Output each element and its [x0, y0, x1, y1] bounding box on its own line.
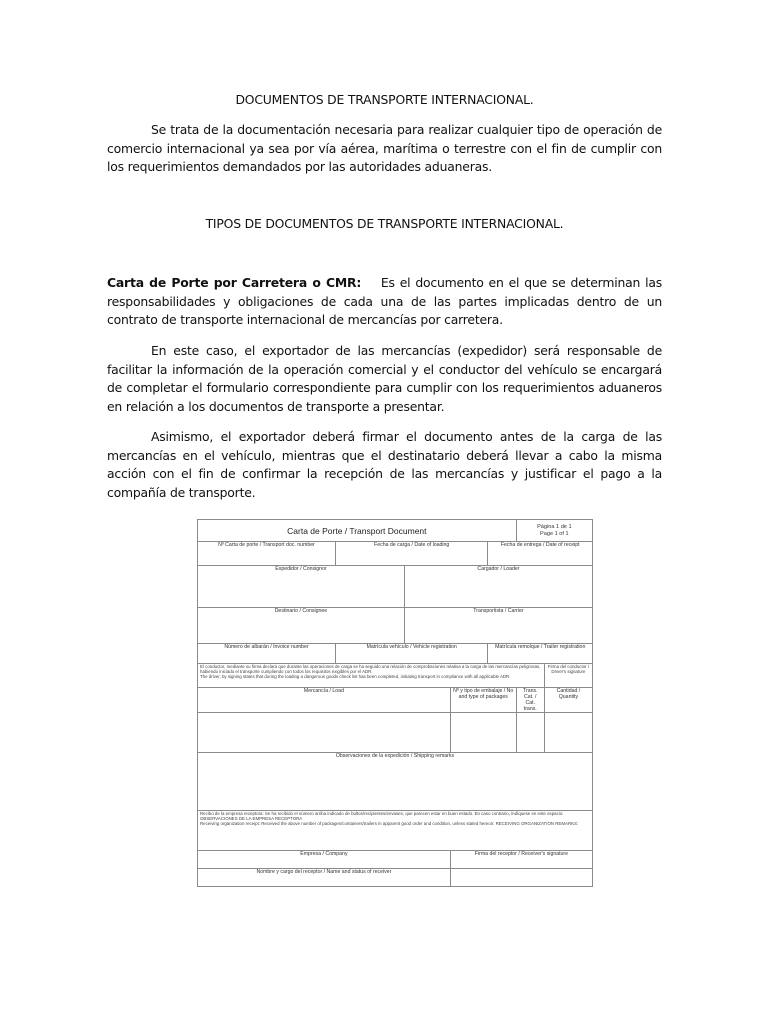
page-number-es: Página 1 de 1	[537, 523, 572, 530]
page-number-en: Page 1 of 1	[540, 530, 569, 537]
intro-paragraph: Se trata de la documentación necesaria para realizar cualquier tipo de operación de comercio internacional ya sea por vía aérea, marítima o terrestre con el fin de cumplir con los requerimientos demandados por las autoridades aduaneras.	[107, 122, 662, 175]
quantity-cell	[544, 713, 592, 753]
section-heading: TIPOS DE DOCUMENTOS DE TRANSPORTE INTERNACIONAL.	[205, 216, 564, 231]
transport-doc-number-label: Nº Carta de porte / Transport doc. number	[198, 542, 336, 566]
form-table	[197, 519, 593, 887]
driver-declaration-es: El conductor, mediante su firma declara que durante las operaciones de carga se ha seguido una relación de comprobaciones relativa a la carga de las mercancías peligrosas, habiendo iniciado el transporte cumpliendo con todos los requisitos exigibles por el ADR.	[200, 664, 541, 674]
driver-declaration	[198, 664, 545, 688]
receiver-name-label: Nombre y cargo del receptor / Name and status of receiver	[198, 869, 451, 887]
driver-signature-label: Firma del conductor / Driver's signature	[544, 664, 592, 688]
quantity-header: Cantidad / Quantity	[544, 688, 592, 713]
goods-load-header: Mercancía / Load	[198, 688, 451, 713]
receipt-statement-en: Receiving organization receipt: Received the above number of packages/containers/trailers in apparent good order and condition, unless stated hereon: RECEIVING ORGANIZATION REMARKS:	[200, 821, 579, 826]
signature-paragraph: Asimismo, el exportador deberá firmar el documento antes de la carga de las mercancías en el vehículo, mientras que el destinatario deberá llevar a cabo la misma acción con el fin de confirmar la recepción de las mercancías y justificar el pago a la compañía de transporte.	[107, 429, 662, 500]
transport-document-form	[197, 519, 593, 884]
receiver-signature-label: Firma del receptor / Receiver's signature	[450, 851, 592, 869]
carrier-label: Transportista / Carrier	[404, 608, 592, 644]
page-number	[516, 520, 592, 542]
form-title: Carta de Porte / Transport Document	[198, 520, 517, 542]
receipt-statement	[198, 811, 593, 851]
loader-label: Cargador / Loader	[404, 566, 592, 608]
transport-category-cell	[516, 713, 544, 753]
packages-header: Nº y tipo de embalaje / No and type of packages	[450, 688, 516, 713]
cmr-term: Carta de Porte por Carretera o CMR:	[107, 275, 362, 290]
cmr-definition: Es el documento en el que se determinan las responsabilidades y obligaciones de cada una de las partes implicadas dentro de un contrato de transporte internacional de mercancías por carretera.	[107, 275, 662, 328]
receiver-signature-cell	[450, 869, 592, 887]
exporter-paragraph: En este caso, el exportador de las mercancías (expedidor) será responsable de facilitar la información de la operación comercial y el conductor del vehículo se encargará de completar el formulario correspondiente para cumplir con los requerimientos aduaneros en relación a los documentos de transporte a presentar.	[107, 343, 662, 414]
goods-load-cell	[198, 713, 451, 753]
loading-date-label: Fecha de carga / Date of loading	[335, 542, 488, 566]
driver-declaration-en: The driver, by signing states that during the loading a dangerous goods check list has been completed, initiating transport in compliance with all applicable ADR.	[200, 674, 511, 679]
cmr-paragraph	[107, 274, 662, 330]
shipping-remarks-label: Observaciones de la expedición / Shipping remarks	[198, 753, 593, 811]
trailer-registration-label: Matrícula remolque / Trailer registration	[488, 644, 593, 664]
transport-category-header: Trans. Cat. / Cat. trans.	[516, 688, 544, 713]
page-heading: DOCUMENTOS DE TRANSPORTE INTERNACIONAL.	[235, 92, 534, 107]
company-label: Empresa / Company	[198, 851, 451, 869]
receipt-statement-es: Recibo de la empresa receptora: Se ha recibido el número arriba indicado de bultos/recipientes/envases, que parecen estar en buen estado. En caso contrario, indíquese en este espacio: OBSERVACIONES DE LA EMPRESA RECEPTORA	[200, 811, 564, 821]
consignor-label: Expedidor / Consignor	[198, 566, 405, 608]
consignee-label: Destinario / Consignee	[198, 608, 405, 644]
receipt-date-label: Fecha de entrega / Date of receipt	[488, 542, 593, 566]
packages-cell	[450, 713, 516, 753]
invoice-number-label: Número de albarán / Invoice number	[198, 644, 336, 664]
vehicle-registration-label: Matrícula vehículo / Vehicle registration	[335, 644, 488, 664]
